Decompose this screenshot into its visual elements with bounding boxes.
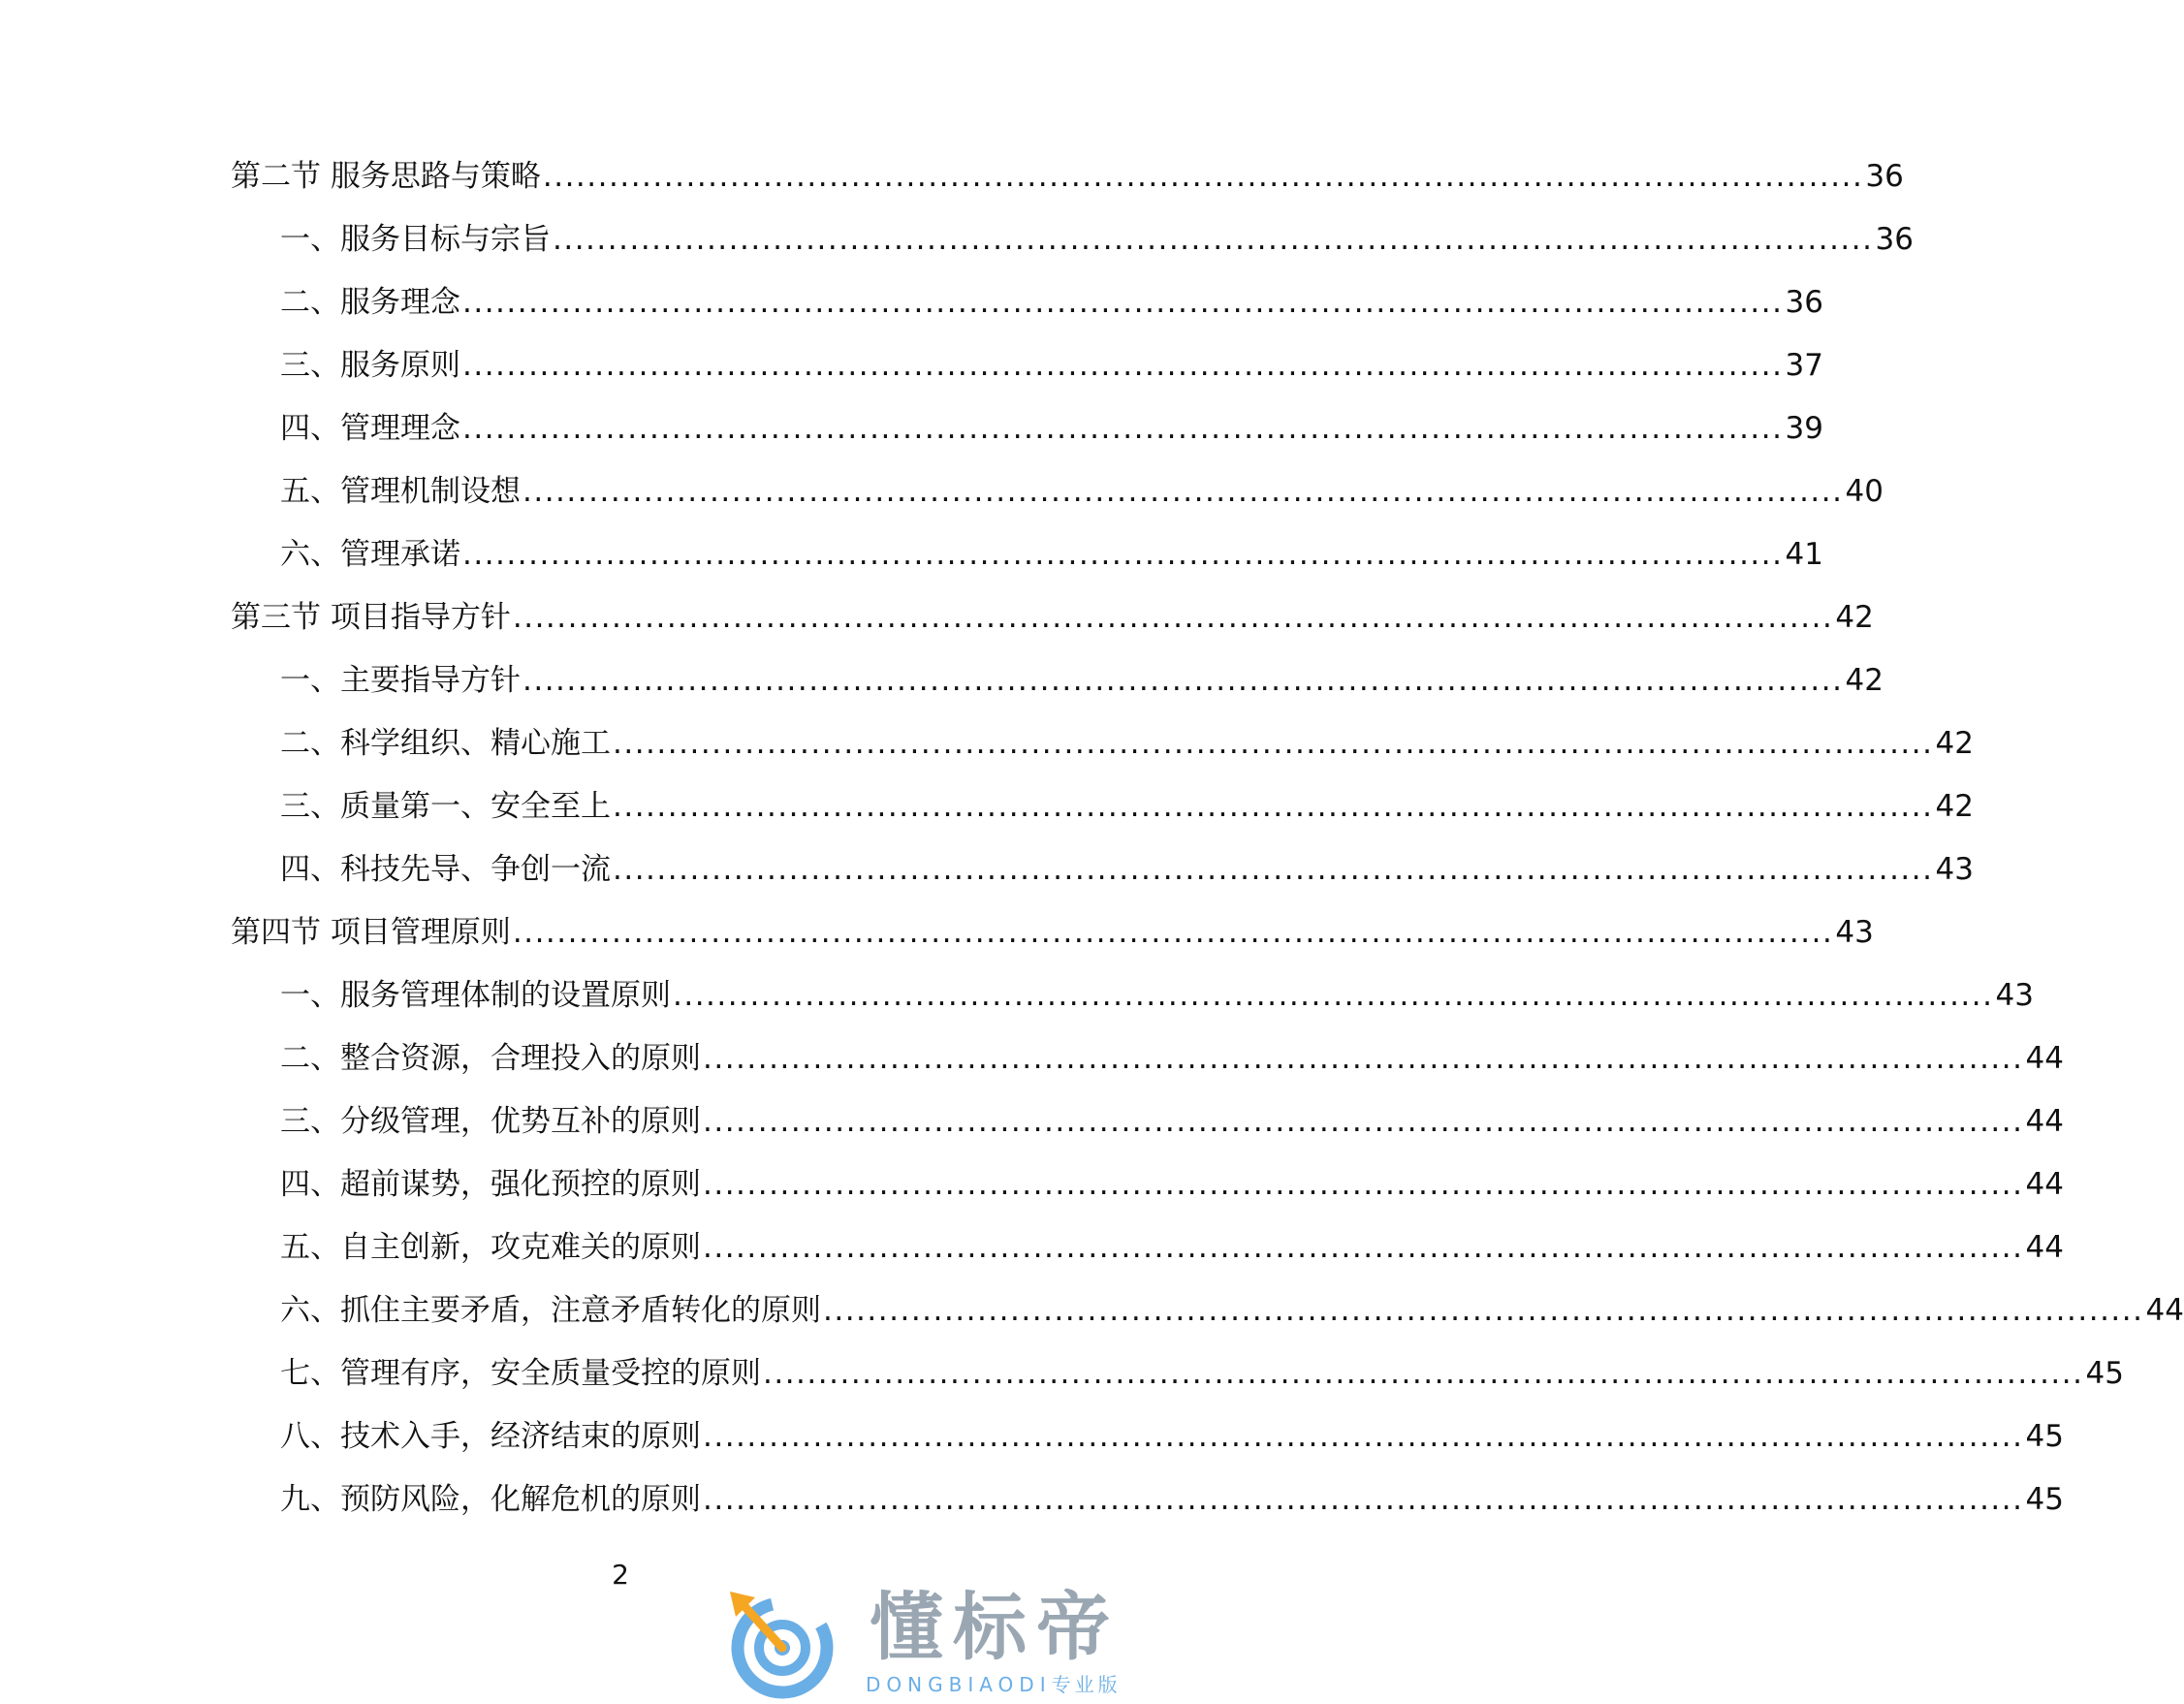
toc-entry-page: 42 [1835, 600, 1874, 635]
toc-dot-leader: ........................................................................................................................ [613, 852, 1934, 887]
toc-dot-leader: ........................................................................................................................ [673, 978, 1994, 1013]
toc-dot-leader: ........................................................................................................................ [703, 1482, 2024, 1517]
toc-entry[interactable] [280, 342, 1823, 389]
toc-entry-page: 44 [2025, 1230, 2064, 1265]
toc-entry-page: 45 [2025, 1419, 2064, 1454]
watermark [722, 1584, 1203, 1700]
toc-entry[interactable] [280, 972, 2034, 1019]
toc-entry-title: 五、自主创新，攻克难关的原则 [280, 1230, 701, 1265]
toc-entry-title: 第二节 服务思路与策略 [231, 159, 541, 194]
watermark-subtitle [866, 1673, 1122, 1696]
toc-dot-leader: ........................................................................................................................ [703, 1041, 2024, 1076]
toc-entry[interactable] [280, 468, 1883, 515]
toc-entry-title: 六、抓住主要矛盾，注意矛盾转化的原则 [280, 1293, 821, 1328]
toc-entry-title: 二、服务理念 [280, 285, 460, 320]
toc-entry-page: 43 [1995, 978, 2034, 1013]
page-number: 2 [612, 1559, 629, 1591]
toc-entry-title: 五、管理机制设想 [280, 474, 521, 509]
toc-entry-page: 42 [1935, 726, 1974, 761]
toc-entry-section-3[interactable] [231, 594, 1874, 641]
toc-dot-leader: ........................................................................................................................ [703, 1104, 2024, 1139]
watermark-pinyin: DONGBIAODI [866, 1673, 1052, 1696]
toc-entry-page: 42 [1935, 789, 1974, 824]
toc-entry-page: 37 [1785, 348, 1823, 383]
toc-dot-leader: ........................................................................................................................ [462, 285, 1784, 320]
toc-entry-page: 43 [1835, 915, 1874, 950]
toc-entry[interactable] [280, 1413, 2064, 1460]
toc-dot-leader: ........................................................................................................................ [823, 1293, 2144, 1328]
toc-entry-title: 六、管理承诺 [280, 537, 460, 572]
toc-dot-leader: ........................................................................................................................ [462, 348, 1784, 383]
toc-entry-title: 二、整合资源，合理投入的原则 [280, 1041, 701, 1076]
toc-dot-leader: ........................................................................................................................ [703, 1419, 2024, 1454]
toc-entry[interactable] [280, 657, 1883, 704]
toc-entry-page: 45 [2025, 1482, 2064, 1517]
toc-entry[interactable] [280, 783, 1974, 830]
toc-entry-title: 二、科学组织、精心施工 [280, 726, 611, 761]
toc-entry-page: 36 [1785, 285, 1823, 320]
toc-entry-page: 42 [1845, 663, 1883, 698]
toc-entry-title: 四、管理理念 [280, 411, 460, 446]
toc-entry-page: 39 [1785, 411, 1823, 446]
toc-entry[interactable] [280, 279, 1823, 326]
toc-dot-leader: ........................................................................................................................ [462, 537, 1784, 572]
toc-entry[interactable] [280, 216, 1914, 263]
toc-entry[interactable] [280, 405, 1823, 452]
toc-entry[interactable] [280, 531, 1823, 578]
toc-entry[interactable] [280, 1350, 2124, 1397]
toc-entry[interactable] [280, 1035, 2064, 1082]
toc-entry-section-4[interactable] [231, 909, 1874, 956]
toc-entry-title: 七、管理有序，安全质量受控的原则 [280, 1356, 761, 1391]
toc-entry-page: 36 [1875, 222, 1914, 257]
toc-dot-leader: ........................................................................................................................ [542, 159, 1864, 194]
toc-entry-title: 一、主要指导方针 [280, 663, 521, 698]
toc-entry-title: 八、技术入手，经济结束的原则 [280, 1419, 701, 1454]
toc-entry-title: 三、服务原则 [280, 348, 460, 383]
toc-entry-title: 四、超前谋势，强化预控的原则 [280, 1167, 701, 1202]
toc-entry-title: 四、科技先导、争创一流 [280, 852, 611, 887]
toc-entry-title: 三、质量第一、安全至上 [280, 789, 611, 824]
toc-entry[interactable] [280, 720, 1974, 767]
toc-entry-page: 40 [1845, 474, 1883, 509]
watermark-edition: 专业版 [1051, 1673, 1122, 1696]
toc-dot-leader: ........................................................................................................................ [613, 726, 1934, 761]
toc-entry-page: 44 [2145, 1293, 2184, 1328]
toc-entry-page: 43 [1935, 852, 1974, 887]
toc-entry-page: 44 [2025, 1104, 2064, 1139]
watermark-brand: 懂标帝 [870, 1584, 1120, 1670]
toc-entry[interactable] [280, 1161, 2064, 1208]
toc-entry[interactable] [280, 1098, 2064, 1145]
toc-entry-page: 44 [2025, 1041, 2064, 1076]
toc-dot-leader: ........................................................................................................................ [553, 222, 1874, 257]
toc-dot-leader: ........................................................................................................................ [462, 411, 1784, 446]
toc-entry-page: 45 [2085, 1356, 2124, 1391]
toc-dot-leader: ........................................................................................................................ [703, 1230, 2024, 1265]
toc-dot-leader: ........................................................................................................................ [703, 1167, 2024, 1202]
toc-entry-title: 一、服务管理体制的设置原则 [280, 978, 671, 1013]
toc-entry-title: 九、预防风险，化解危机的原则 [280, 1482, 701, 1517]
toc-entry-section-2[interactable] [231, 153, 1904, 200]
toc-entry-page: 44 [2025, 1167, 2064, 1202]
toc-dot-leader: ........................................................................................................................ [512, 600, 1834, 635]
toc-entry-page: 36 [1865, 159, 1904, 194]
toc-entry-title: 三、分级管理，优势互补的原则 [280, 1104, 701, 1139]
toc-entry[interactable] [280, 1224, 2064, 1271]
toc-entry-page: 41 [1785, 537, 1823, 572]
toc-entry-title: 一、服务目标与宗旨 [280, 222, 551, 257]
toc-entry[interactable] [280, 1476, 2064, 1523]
toc-dot-leader: ........................................................................................................................ [613, 789, 1934, 824]
toc-entry[interactable] [280, 846, 1974, 893]
toc-entry[interactable] [280, 1287, 2184, 1334]
toc-dot-leader: ........................................................................................................................ [522, 663, 1844, 698]
target-logo-icon [722, 1584, 843, 1700]
toc-entry-title: 第三节 项目指导方针 [231, 600, 511, 635]
toc-dot-leader: ........................................................................................................................ [522, 474, 1844, 509]
toc-entry-title: 第四节 项目管理原则 [231, 915, 511, 950]
toc-dot-leader: ........................................................................................................................ [512, 915, 1834, 950]
toc-dot-leader: ........................................................................................................................ [763, 1356, 2084, 1391]
